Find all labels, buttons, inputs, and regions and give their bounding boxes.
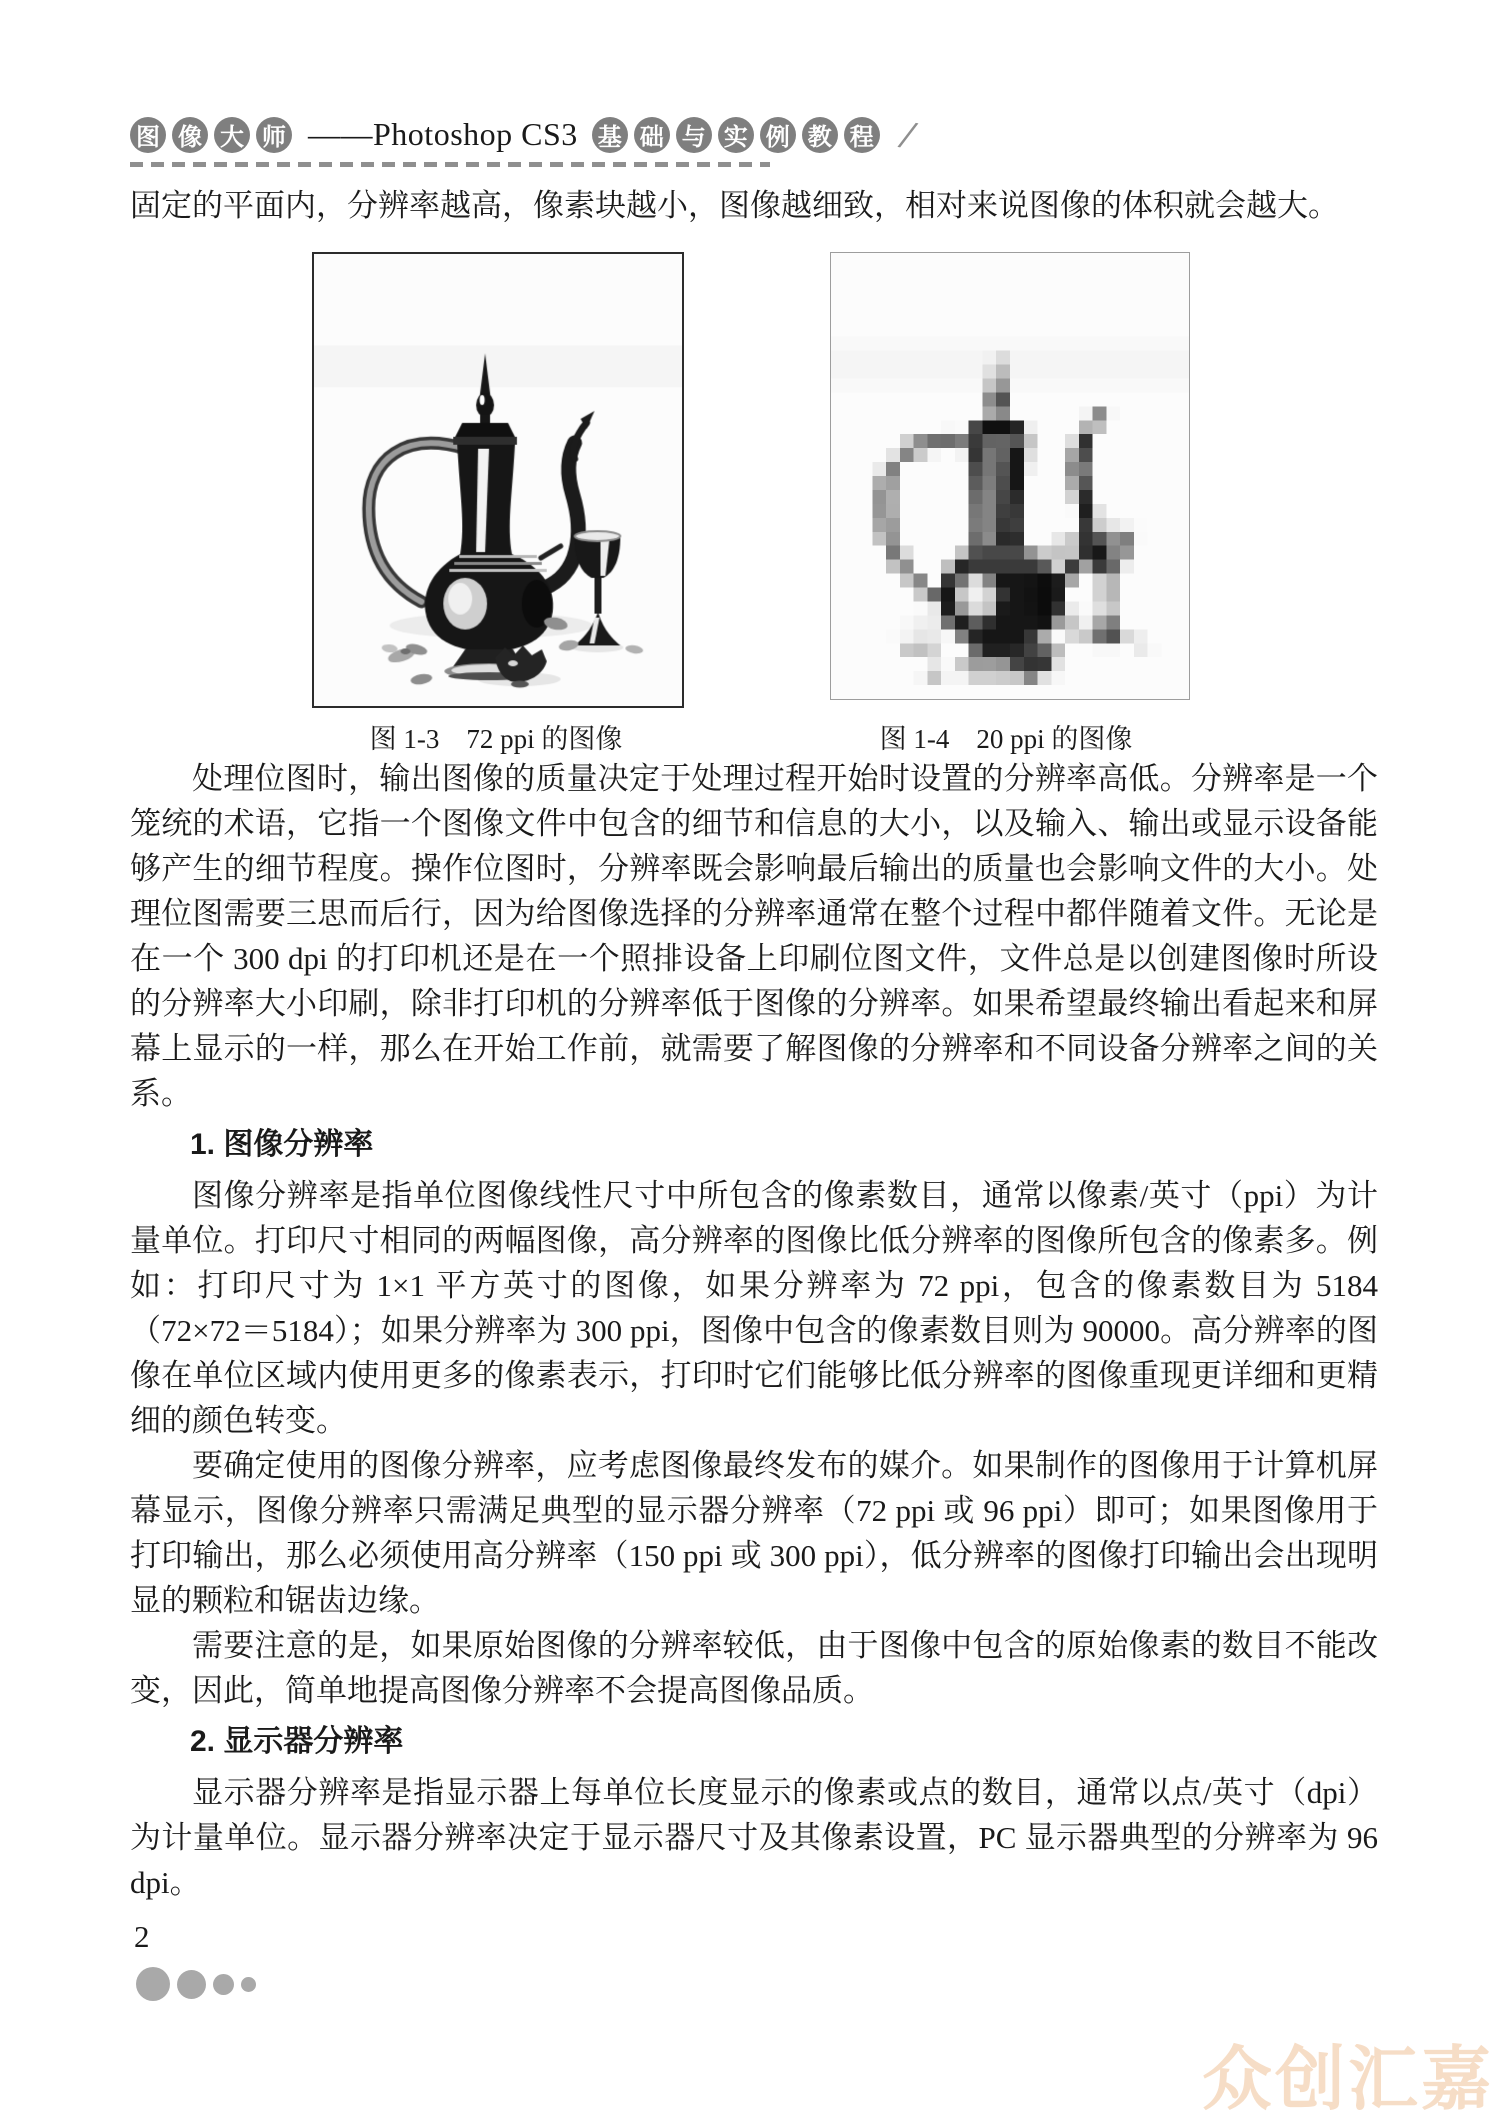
header-badge: 教 — [802, 117, 838, 153]
figure-72ppi — [312, 252, 684, 708]
footer-dot — [241, 1977, 256, 1992]
book-title: ——Photoshop CS3 — [308, 116, 578, 152]
header-badge: 图 — [130, 117, 166, 153]
paragraph-monitor: 显示器分辨率是指显示器上每单位长度显示的像素或点的数目，通常以点/英寸（dpi）为计量单位。显示器分辨率决定于显示器尺寸及其像素设置，PC 显示器典型的分辨率为 96 dpi。 — [130, 1775, 1378, 1900]
footer-dots — [130, 1967, 1378, 2001]
page-body — [130, 183, 1378, 1905]
paragraph-resolution-2: 要确定使用的图像分辨率，应考虑图像最终发布的媒介。如果制作的图像用于计算机屏幕显示，图像分辨率只需满足典型的显示器分辨率（72 ppi 或 96 ppi）即可；如果图像用于打印输出，那么必须使用高分辨率（150 ppi 或 300 ppi），低分辨率的图像打印输出会出现明显的颗粒和锯齿边缘。 — [130, 1448, 1378, 1618]
watermark: 众创汇嘉 — [1202, 2040, 1494, 2118]
header-dashed-rule — [130, 162, 770, 167]
figure-20ppi — [830, 252, 1190, 708]
paragraph-resolution-3: 需要注意的是，如果原始图像的分辨率较低，由于图像中包含的原始像素的数目不能改变，因此，简单地提高图像分辨率不会提高图像品质。 — [130, 1628, 1378, 1708]
header-slash-mark: / — [898, 110, 917, 158]
header-badge: 基 — [592, 117, 628, 153]
paragraph-bitmap: 处理位图时，输出图像的质量决定于处理过程开始时设置的分辨率高低。分辨率是一个笼统的术语，它指一个图像文件中包含的细节和信息的大小，以及输入、输出或显示设备能够产生的细节程度。操作位图时，分辨率既会影响最后输出的质量也会影响文件的大小。处理位图需要三思而后行，因为给图像选择的分辨率通常在整个过程中都伴随着文件。无论是在一个 300 dpi 的打印机还是在一个照排设备上印刷位图文件，文件总是以创建图像时所设的分辨率大小印刷，除非打印机的分辨率低于图像的分辨率。如果希望最终输出看起来和屏幕上显示的一样，那么在开始工作前，就需要了解图像的分辨率和不同设备分辨率之间的关系。 — [130, 761, 1378, 1111]
header-badge: 础 — [634, 117, 670, 153]
header-badge: 实 — [718, 117, 754, 153]
section-heading-monitor-resolution: 2. 显示器分辨率 — [190, 1725, 404, 1758]
section-heading-image-resolution: 1. 图像分辨率 — [190, 1128, 374, 1161]
header-badge: 像 — [172, 117, 208, 153]
header-badge: 与 — [676, 117, 712, 153]
book-header — [130, 110, 1378, 167]
footer-dot — [136, 1967, 170, 2001]
header-badge: 大 — [214, 117, 250, 153]
figure-captions — [130, 722, 1378, 756]
page-number: 2 — [134, 1919, 150, 1954]
figure-row — [130, 252, 1378, 708]
figure-caption: 图 1-3 72 ppi 的图像 — [369, 724, 623, 754]
header-badge: 程 — [844, 117, 880, 153]
paragraph-resolution-1: 图像分辨率是指单位图像线性尺寸中所包含的像素数目，通常以像素/英寸（ppi）为计量单位。打印尺寸相同的两幅图像，高分辨率的图像比低分辨率的图像所包含的像素多。例如：打印尺寸为 1×1 平方英寸的图像，如果分辨率为 72 ppi，包含的像素数目为 5184（72×72＝5184）；如果分辨率为 300 ppi，图像中包含的像素数目则为 90000。高分辨率的图像在单位区域内使用更多的像素表示，打印时它们能够比低分辨率的图像重现更详细和更精细的颜色转变。 — [130, 1178, 1378, 1438]
header-badge: 例 — [760, 117, 796, 153]
header-badge: 师 — [256, 117, 292, 153]
footer-dot — [213, 1974, 234, 1995]
paragraph-intro: 固定的平面内，分辨率越高，像素块越小，图像越细致，相对来说图像的体积就会越大。 — [130, 188, 1339, 223]
figure-20ppi-image — [830, 252, 1190, 700]
header-row — [130, 110, 1378, 158]
figure-caption: 图 1-4 20 ppi 的图像 — [879, 724, 1133, 754]
footer-dot — [177, 1970, 206, 1999]
figure-72ppi-image — [312, 252, 684, 708]
